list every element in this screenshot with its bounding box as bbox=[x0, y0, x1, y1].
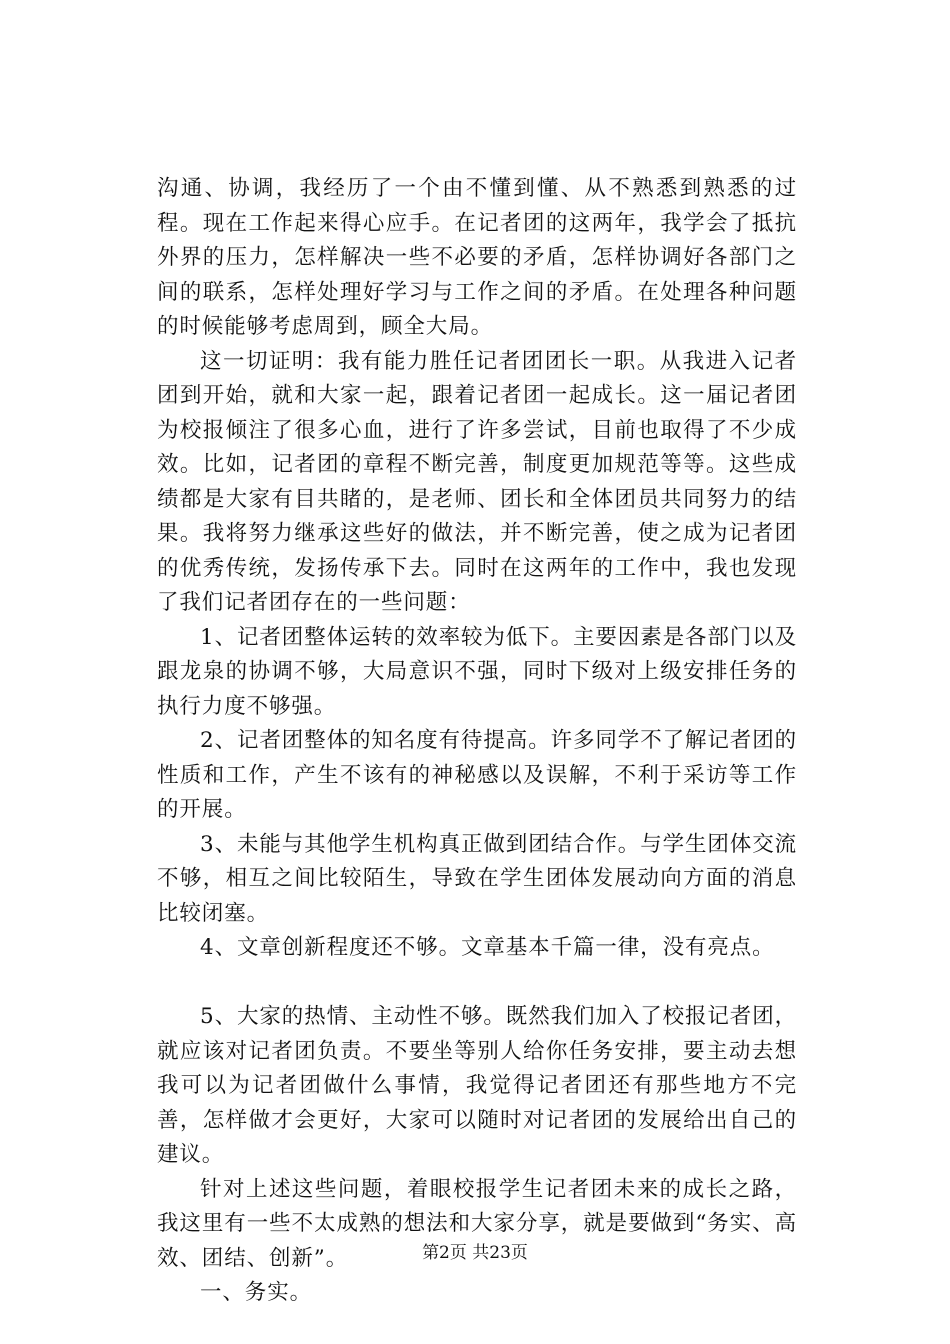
page-number-footer: 第2页 共23页 bbox=[422, 1243, 528, 1263]
section-heading-pragmatic: 一、务实。 bbox=[200, 1280, 313, 1305]
paragraph-problem-3: 3、未能与其他学生机构真正做到团结合作。与学生团体交流不够，相互之间比较陌生，导致在学生团体发展动向方面的消息比较闭塞。 bbox=[157, 831, 797, 926]
paragraph-problem-1: 1、记者团整体运转的效率较为低下。主要因素是各部门以及跟龙泉的协调不够，大局意识不强，同时下级对上级安排任务的执行力度不够强。 bbox=[157, 624, 797, 719]
document-body bbox=[157, 172, 797, 1311]
blank-line bbox=[157, 966, 797, 1001]
paragraph-proposal: 针对上述这些问题，着眼校报学生记者团未来的成长之路，我这里有一些不太成熟的想法和大家分享，就是要做到“务实、高效、团结、创新”。 bbox=[157, 1176, 797, 1271]
paragraph-problem-5: 5、大家的热情、主动性不够。既然我们加入了校报记者团，就应该对记者团负责。不要坐等别人给你任务安排，要主动去想我可以为记者团做什么事情，我觉得记者团还有那些地方不完善，怎样做才会更好，大家可以随时对记者团的发展给出自己的建议。 bbox=[157, 1004, 797, 1167]
paragraph-continuation: 沟通、协调，我经历了一个由不懂到懂、从不熟悉到熟悉的过程。现在工作起来得心应手。在记者团的这两年，我学会了抵抗外界的压力，怎样解决一些不必要的矛盾，怎样协调好各部门之间的联系，怎样处理好学习与工作之间的矛盾。在处理各种问题的时候能够考虑周到，顾全大局。 bbox=[157, 176, 797, 339]
paragraph-capability: 这一切证明：我有能力胜任记者团团长一职。从我进入记者团到开始，就和大家一起，跟着记者团一起成长。这一届记者团为校报倾注了很多心血，进行了许多尝试，目前也取得了不少成效。比如，记者团的章程不断完善，制度更加规范等等。这些成绩都是大家有目共睹的，是老师、团长和全体团员共同努力的结果。我将努力继承这些好的做法，并不断完善，使之成为记者团的优秀传统，发扬传承下去。同时在这两年的工作中，我也发现了我们记者团存在的一些问题： bbox=[157, 348, 797, 615]
paragraph-problem-4: 4、文章创新程度还不够。文章基本千篇一律，没有亮点。 bbox=[200, 935, 775, 960]
paragraph-problem-2: 2、记者团整体的知名度有待提高。许多同学不了解记者团的性质和工作，产生不该有的神秘感以及误解，不利于采访等工作的开展。 bbox=[157, 728, 797, 822]
